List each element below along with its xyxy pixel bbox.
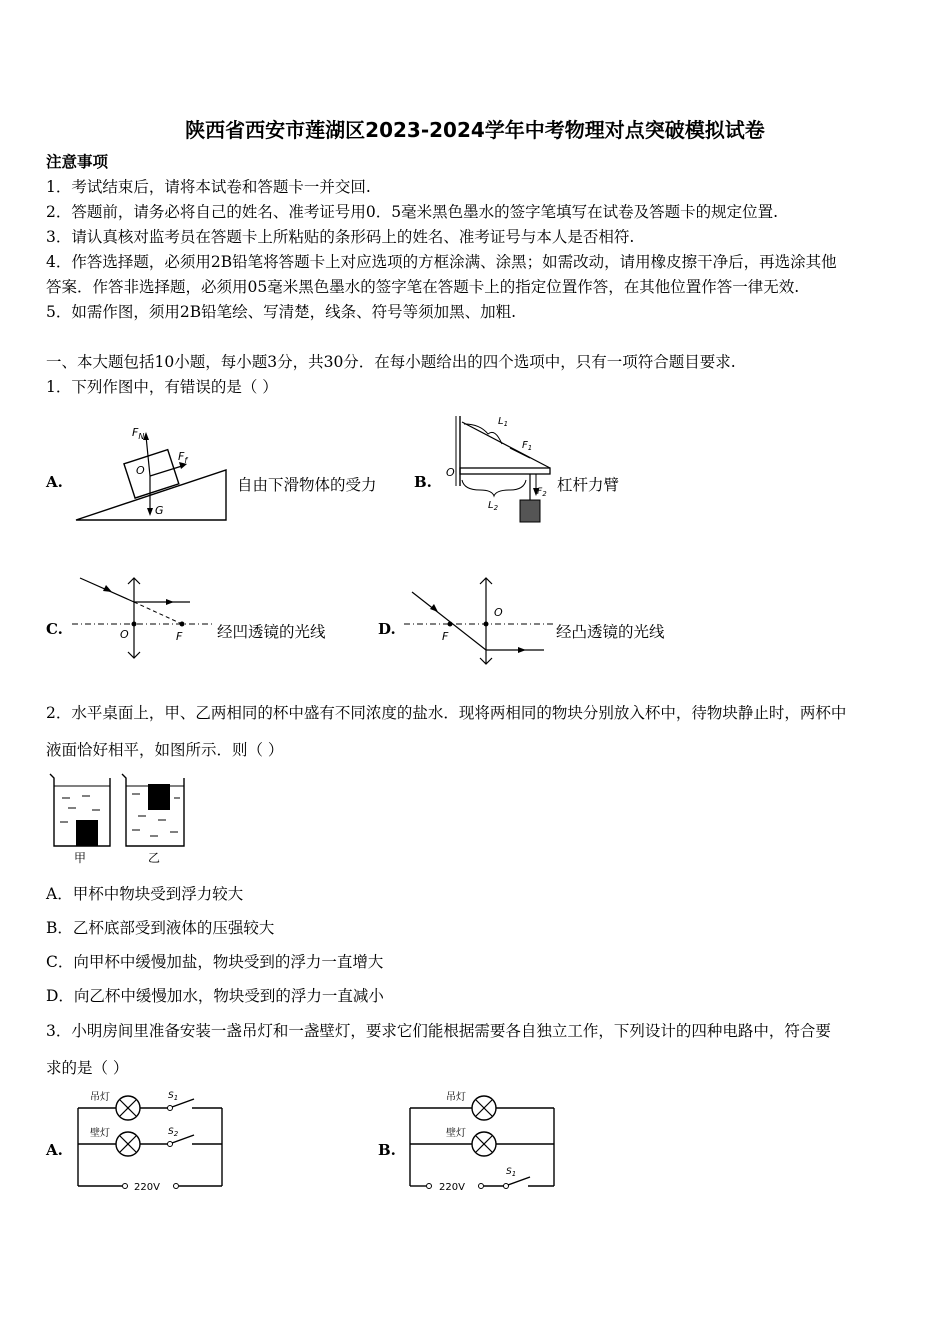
cup-yi bbox=[122, 774, 184, 865]
incident-ray bbox=[412, 592, 486, 650]
sliding-block bbox=[124, 450, 179, 498]
circuit-b-diagram bbox=[404, 1088, 559, 1198]
lamp-2-label: 壁灯 bbox=[90, 1128, 110, 1139]
f-label: F bbox=[442, 630, 449, 643]
lever-diagram bbox=[440, 410, 555, 528]
q2-stem-line2: 液面恰好相平，如图所示．则（ ） bbox=[46, 741, 284, 759]
q3-stem-line2: 求的是（ ） bbox=[46, 1059, 129, 1077]
string bbox=[462, 422, 550, 468]
switch-s1 bbox=[508, 1177, 530, 1185]
notice-heading: 注意事项 bbox=[46, 152, 109, 171]
q2-option-d: D．向乙杯中缓慢加水，物块受到的浮力一直减小 bbox=[46, 987, 384, 1005]
q3-option-a-label: A. bbox=[46, 1141, 63, 1159]
q2-option-a: A．甲杯中物块受到浮力较大 bbox=[46, 885, 244, 903]
notice-item: 2．答题前，请务必将自己的姓名、准考证号用0．5毫米黑色墨水的签字笔填写在试卷及答题卡的规定位置. bbox=[46, 203, 779, 221]
q1-stem: 1．下列作图中，有错误的是（ ） bbox=[46, 378, 278, 396]
q1-option-a-label: A. bbox=[46, 473, 63, 491]
voltage-label: 220V bbox=[439, 1182, 465, 1193]
notice-item: 3．请认真核对监考员在答题卡上所粘贴的条形码上的姓名、准考证号与本人是否相符. bbox=[46, 228, 635, 246]
block-jia bbox=[76, 820, 98, 846]
cup-jia bbox=[50, 774, 110, 865]
lamp-2-label: 壁灯 bbox=[446, 1128, 466, 1139]
weight bbox=[520, 500, 540, 522]
g-label: G bbox=[155, 504, 164, 517]
lever-bar bbox=[460, 468, 550, 474]
q3-stem-line1: 3．小明房间里准备安装一盏吊灯和一盏壁灯，要求它们能根据需要各自独立工作，下列设计的四种电路中，符合要 bbox=[46, 1022, 831, 1040]
o-label: O bbox=[120, 628, 129, 641]
s2-label: $S_2$ bbox=[168, 1127, 179, 1138]
cup-jia-label: 甲 bbox=[74, 851, 87, 865]
cups-diagram bbox=[46, 772, 191, 868]
o-label: O bbox=[136, 464, 145, 477]
q1-option-b-caption: 杠杆力臂 bbox=[557, 476, 620, 494]
page-title: 陕西省西安市莲湖区2023-2024学年中考物理对点突破模拟试卷 bbox=[185, 118, 765, 142]
lamp-1-label: 吊灯 bbox=[90, 1092, 110, 1103]
o-label: O bbox=[494, 606, 503, 619]
notice-item: 4．作答选择题，必须用2B铅笔将答题卡上对应选项的方框涂满、涂黑；如需改动，请用橡皮擦干净后，再选涂其他 bbox=[46, 253, 837, 271]
f1-label: $F_1$ bbox=[522, 440, 533, 452]
notice-item: 答案．作答非选择题，必须用05毫米黑色墨水的签字笔在答题卡上的指定位置作答，在其他位置作答一律无效. bbox=[46, 278, 800, 296]
concave-lens-diagram bbox=[72, 572, 212, 662]
circuit-a-diagram bbox=[72, 1088, 227, 1198]
l2-label: $L_2$ bbox=[488, 500, 499, 512]
s1-label: $S_1$ bbox=[168, 1091, 179, 1102]
notice-item: 1．考试结束后，请将本试卷和答题卡一并交回. bbox=[46, 178, 371, 196]
l2-brace bbox=[462, 480, 526, 496]
q1-option-c-label: C. bbox=[46, 620, 63, 638]
l1-label: $L_1$ bbox=[498, 416, 509, 428]
block-yi bbox=[148, 784, 170, 810]
fn-label: $F_N$ bbox=[132, 426, 145, 441]
incline-force-diagram bbox=[70, 418, 235, 526]
q1-option-a-caption: 自由下滑物体的受力 bbox=[237, 476, 377, 494]
q1-option-b-label: B. bbox=[414, 473, 432, 491]
convex-lens-diagram bbox=[404, 572, 554, 670]
q2-option-c: C．向甲杯中缓慢加盐，物块受到的浮力一直增大 bbox=[46, 953, 384, 971]
q2-option-b: B．乙杯底部受到液体的压强较大 bbox=[46, 919, 275, 937]
q1-option-d-label: D. bbox=[378, 620, 396, 638]
cup-yi-label: 乙 bbox=[148, 851, 161, 865]
q2-stem-line1: 2．水平桌面上，甲、乙两相同的杯中盛有不同浓度的盐水．现将两相同的物块分别放入杯中，待物块静止时，两杯中 bbox=[46, 704, 847, 722]
f2-label: $F_2$ bbox=[537, 487, 547, 498]
ff-label: $F_f$ bbox=[178, 450, 188, 465]
notice-item: 5．如需作图，须用2B铅笔绘、写清楚，线条、符号等须加黑、加粗. bbox=[46, 303, 517, 321]
s1-label: $S_1$ bbox=[506, 1167, 517, 1178]
q1-option-c-caption: 经凹透镜的光线 bbox=[217, 623, 326, 641]
l1-brace bbox=[464, 424, 502, 444]
extension-line bbox=[134, 602, 182, 624]
q1-option-d-caption: 经凸透镜的光线 bbox=[556, 623, 665, 641]
friction-force-arrow bbox=[150, 466, 182, 476]
q3-option-b-label: B. bbox=[378, 1141, 396, 1159]
f-label: F bbox=[176, 630, 183, 643]
lamp-1-label: 吊灯 bbox=[446, 1092, 466, 1103]
section-heading: 一、本大题包括10小题，每小题3分，共30分．在每小题给出的四个选项中，只有一项符合题目要求. bbox=[46, 353, 736, 371]
o-label: O bbox=[446, 466, 455, 479]
voltage-label: 220V bbox=[134, 1182, 160, 1193]
